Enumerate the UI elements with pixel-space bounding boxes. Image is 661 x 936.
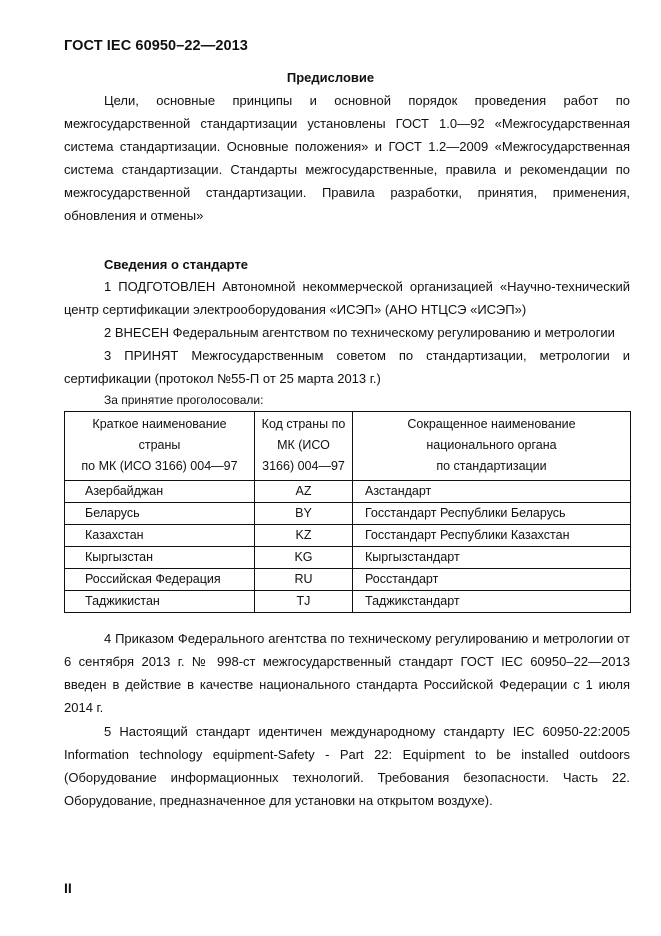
column-header-country: Краткое наименование страны по МК (ИСО 3166) 004—97 xyxy=(65,412,255,481)
standards-body: Таджикстандарт xyxy=(353,591,631,613)
standards-body: Госстандарт Республики Казахстан xyxy=(353,525,631,547)
country-name: Казахстан xyxy=(65,525,255,547)
voted-label: За принятие проголосовали: xyxy=(104,393,264,407)
page-number: II xyxy=(64,880,72,896)
standards-body: Азстандарт xyxy=(353,481,631,503)
preface-title: Предисловие xyxy=(286,70,375,85)
country-code: TJ xyxy=(255,591,353,613)
voting-countries-table xyxy=(64,411,631,613)
country-code: KG xyxy=(255,547,353,569)
country-name: Российская Федерация xyxy=(65,569,255,591)
info-item-4: 4 Приказом Федерального агентства по техническому регулированию и метрологии от 6 сентября 2013 г. № 998-ст межгосударственный стандарт ГОСТ IEC 60950–22—2013 введен в действие в качестве национального стандарта Российской Федерации с 1 июля 2014 г. xyxy=(64,631,630,715)
info-item-5: 5 Настоящий стандарт идентичен международному стандарту IEC 60950-22:2005 Information technology equipment-Safety - Part 22: Equipment to be installed outdoors (Оборудование информационных технологий. Требования безопасности. Часть 22. Оборудование, предназначенное для установки на открытом воздухе). xyxy=(64,724,630,808)
standards-body: Кыргызстандарт xyxy=(353,547,631,569)
country-name: Таджикистан xyxy=(65,591,255,613)
column-header-code: Код страны по МК (ИСО 3166) 004—97 xyxy=(255,412,353,481)
info-item-1: 1 ПОДГОТОВЛЕН Автономной некоммерческой организацией «Научно-технический центр сертификации электрооборудования «ИСЭП» (АНО НТЦСЭ «ИСЭП») xyxy=(64,279,630,317)
preface-paragraph: Цели, основные принципы и основной порядок проведения работ по межгосударственной стандартизации установлены ГОСТ 1.0—92 «Межгосударственная система стандартизации. Основные положения» и ГОСТ 1.2—2009 «Межгосударственная система стандартизации. Стандарты межгосударственные, правила и рекомендации по межгосударственной стандартизации. Правила разработки, принятия, применения, обновления и отмены» xyxy=(64,93,630,223)
table-row xyxy=(65,481,631,503)
table-row xyxy=(65,525,631,547)
standards-body: Росстандарт xyxy=(353,569,631,591)
country-code: RU xyxy=(255,569,353,591)
country-code: KZ xyxy=(255,525,353,547)
country-name: Беларусь xyxy=(65,503,255,525)
column-header-authority: Сокращенное наименование национального органа по стандартизации xyxy=(353,412,631,481)
table-header-row xyxy=(65,412,631,481)
country-code: BY xyxy=(255,503,353,525)
document-code-header: ГОСТ IEC 60950–22—2013 xyxy=(64,38,248,54)
table-row xyxy=(65,591,631,613)
table-row xyxy=(65,547,631,569)
country-name: Кыргызстан xyxy=(65,547,255,569)
table-row xyxy=(65,503,631,525)
info-item-3: 3 ПРИНЯТ Межгосударственным советом по стандартизации, метрологии и сертификации (протокол №55-П от 25 марта 2013 г.) xyxy=(64,348,630,386)
country-code: AZ xyxy=(255,481,353,503)
standard-info-heading: Сведения о стандарте xyxy=(104,257,249,272)
country-name: Азербайджан xyxy=(65,481,255,503)
info-item-2: 2 ВНЕСЕН Федеральным агентством по техническому регулированию и метрологии xyxy=(104,325,615,340)
standards-body: Госстандарт Республики Беларусь xyxy=(353,503,631,525)
table-row xyxy=(65,569,631,591)
